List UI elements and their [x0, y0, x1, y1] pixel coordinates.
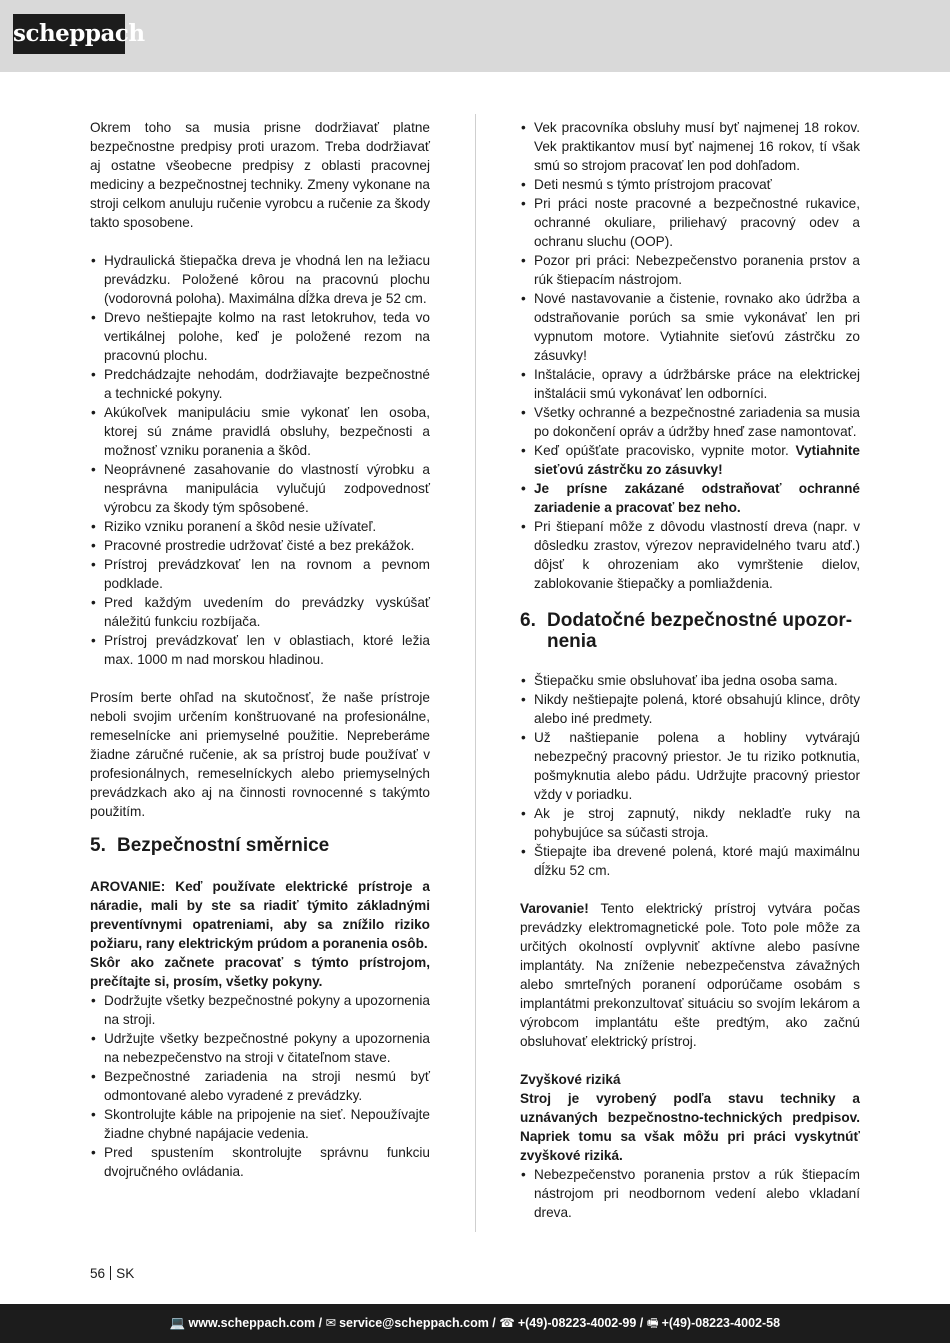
residual-risks-paragraph: Stroj je vyrobený podľa stavu techniky a uznávaných bezpečnostno-technických predpisov. Napriek tomu sa však môžu pri práci vyskytnúť zvyškové riziká.	[520, 1091, 860, 1163]
list-item: • Ak je stroj zapnutý, nikdy nekladťe ruky na pohybujúce sa súčasti stroja.	[520, 804, 860, 842]
section-number: 6.	[520, 610, 536, 631]
list-item: • Pri práci noste pracovné a bezpečnostné rukavice, ochranné okuliare, priliehavý pracovný odev a ochranu sluchu (OOP).	[520, 194, 860, 251]
intro-paragraph: Okrem toho sa musia prisne dodržiavať platne bezpečnostne predpisy proti urazom. Treba dodržiavať aj ostatne všeobecne predpisy z oblasti pracovnej mediciny a bezpečnostnej techniky. Zmeny vykonane na stroji celkom anuluju ručenie vyrobcu a ručenie za škody takto sposobene.	[90, 120, 431, 230]
list-item: • Vek pracovníka obsluhy musí byť najmenej 18 rokov. Vek praktikantov musí byť najmenej 16 rokov, tí však smú so strojom pracovať len pod dohľadom.	[520, 118, 860, 175]
residual-risks-list	[520, 1165, 860, 1222]
list-item: • Nové nastavovanie a čistenie, rovnako ako údržba a odstraňovanie porúch sa smie vykonávať len pri vypnutom motore. Vytiahnite sieťovú zástrčku zo zásuvky!	[520, 289, 860, 365]
envelope-icon: ✉	[325, 1316, 337, 1330]
laptop-icon: 💻	[169, 1316, 186, 1330]
section-5-list	[90, 991, 430, 1181]
list-item: • Pracovné prostredie udržovať čisté a bez prekážok.	[90, 536, 430, 555]
list-item: • Inštalácie, opravy a údržbárske práce na elektrickej inštalácii smú vykonávať len odborníci.	[520, 365, 860, 403]
footer-fax: +(49)-08223-4002-58	[661, 1316, 781, 1330]
warning-paragraph: AROVANIE: Keď používate elektrické prístroje a náradie, mali by ste sa riadiť týmito základnými preventívnymi opatreniami, aby sa znížilo riziko požiaru, rany elektrickým prúdom a poranenia osôb.	[90, 879, 430, 951]
list-item-bold-text: Vytiahnite sieťovú zástrčku zo zásuvky!	[534, 443, 860, 477]
list-item: • Dodržujte všetky bezpečnostné pokyny a upozornenia na stroji.	[90, 991, 430, 1029]
section-6-list	[520, 671, 860, 880]
list-item: • Všetky ochranné a bezpečnostné zariadenia sa musia po dokončení opráv a údržby hneď zase namontovať.	[520, 403, 860, 441]
list-item: • Štiepačku smie obsluhovať iba jedna osoba sama.	[520, 671, 860, 690]
left-column	[90, 118, 430, 1181]
list-item: • Drevo neštiepajte kolmo na rast letokruhov, teda vo vertikálnej polohe, keď je položené rezom na pracovnú plochu.	[90, 308, 430, 365]
list-item: • Už naštiepanie polena a hobliny vytvárajú nebezpečný pracovný priestor. Je tu riziko potknutia, pošmyknutia alebo pádu. Udržujte pracovný priestor vždy v poriadku.	[520, 728, 860, 804]
list-item: • Je prísne zakázané odstraňovať ochranné zariadenie a pracovať bez neho.	[520, 479, 860, 517]
page-number-separator	[110, 1266, 111, 1280]
list-item: • Bezpečnostné zariadenia na stroji nesmú byť odmontované alebo vyradené z prevádzky.	[90, 1067, 430, 1105]
list-item: • Pred každým uvedením do prevádzky vyskúšať náležitú funkciu rozbíjača.	[90, 593, 430, 631]
list-item: • Nebezpečenstvo poranenia prstov a rúk štiepacím nástrojom pri neodbornom vedení alebo vkladaní dreva.	[520, 1165, 860, 1222]
section-title: Bezpečnostní směrnice	[117, 835, 330, 856]
column-divider	[475, 114, 476, 1232]
list-item: • Akúkoľvek manipuláciu smie vykonať len osoba, ktorej sú známe pravidlá obsluhy, bezpečnosti a možnosť vzniku poranenia a škôd.	[90, 403, 430, 460]
list-item: • Udržujte všetky bezpečnostné pokyny a upozornenia na nebezpečenstvo na stroji v čitateľnom stave.	[90, 1029, 430, 1067]
footer-email[interactable]: service@scheppach.com	[339, 1316, 489, 1330]
footer-bar	[0, 1304, 950, 1343]
list-item: • Hydraulická štiepačka dreva je vhodná len na ležiacu prevádzku. Položené kôrou na pracovnú plochu (vodorovná poloha). Maximálna dĺžka dreva je 52 cm.	[90, 251, 430, 308]
list-item: • Nikdy neštiepajte polená, ktoré obsahujú klince, drôty alebo iné predmety.	[520, 690, 860, 728]
residual-risks-heading: Zvyškové riziká	[520, 1072, 621, 1087]
warning-text: Tento elektrický prístroj vytvára počas prevádzky elektromagnetické pole. Toto pole môže za určitých okolností ovplyvniť aktívne alebo pasívne implantáty. Na zníženie nebezpečenstva závažných alebo smrteľných poranení odporúčame osobám s implantátmi prekonzultovať situáciu so svojím lekárom a výrobcom implantátu ešte predtým, ako začnú obsluhovať elektrický prístroj.	[520, 901, 860, 1049]
list-item: • Pozor pri práci: Nebezpečenstvo poranenia prstov a rúk štiepacím nástrojom.	[520, 251, 860, 289]
list-item: • Prístroj prevádzkovať len na rovnom a pevnom podklade.	[90, 555, 430, 593]
footer-separator: /	[315, 1316, 326, 1330]
list-item-text: Keď opúšťate pracovisko, vypnite motor.	[534, 443, 796, 458]
fax-icon: 🖷	[646, 1316, 659, 1330]
right-column	[520, 118, 860, 1222]
list-item	[520, 441, 860, 479]
list-item: • Skontrolujte káble na pripojenie na sieť. Nepoužívajte žiadne chybné napájacie vedenia.	[90, 1105, 430, 1143]
safety-rules-list	[90, 251, 430, 669]
page-language: SK	[116, 1266, 135, 1281]
page-number-value: 56	[90, 1266, 106, 1281]
list-item: • Prístroj prevádzkovať len v oblastiach, ktoré ležia max. 1000 m nad morskou hladinou.	[90, 631, 430, 669]
footer-separator: /	[488, 1316, 500, 1330]
footer-website[interactable]: www.scheppach.com	[188, 1316, 316, 1330]
section-title-line-1: Dodatočné bezpečnostné upozor-	[547, 610, 853, 631]
list-item: • Štiepajte iba drevené polená, ktoré majú maximálnu dĺžku 52 cm.	[520, 842, 860, 880]
list-item: • Predchádzajte nehodám, dodržiavajte bezpečnostné a technické pokyny.	[90, 365, 430, 403]
header-bar	[0, 0, 950, 72]
emf-warning-paragraph	[520, 899, 860, 1051]
section-number: 5.	[90, 835, 106, 856]
read-instructions-paragraph: Skôr ako začnete pracovať s týmto prístrojom, prečítajte si, prosím, všetky pokyny.	[90, 955, 430, 989]
list-item: • Pred spustením skontrolujte správnu funkciu dvojručného ovládania.	[90, 1143, 430, 1181]
section-6-heading	[520, 610, 860, 652]
list-item: • Deti nesmú s týmto prístrojom pracovať	[520, 175, 860, 194]
warning-label: Varovanie!	[520, 901, 589, 916]
section-title-line-2: nenia	[547, 631, 597, 652]
section-5-heading	[90, 835, 430, 856]
page-number	[90, 1264, 134, 1283]
footer-separator: /	[636, 1316, 647, 1330]
list-item: • Riziko vzniku poranení a škôd nesie užívateľ.	[90, 517, 430, 536]
scheppach-logo: scheppach	[13, 14, 125, 54]
usage-paragraph: Prosím berte ohľad na skutočnosť, že naše prístroje neboli svojim určením konštruované na profesionálne, remeselnícke ani priemyselné použitie. Nepreberáme žiadne záručné ručenie, ak sa prístroj bude používať v profesionálnych, remeselníckych alebo priemyselných prevádzkach ako aj na činnosti rovnocenné s takýmto použitím.	[90, 690, 430, 819]
operator-rules-list	[520, 118, 860, 593]
telephone-icon: ☎	[499, 1316, 515, 1330]
footer-phone: +(49)-08223-4002-99	[517, 1316, 637, 1330]
list-item: • Pri štiepaní môže z dôvodu vlastností dreva (napr. v dôsledku zrastov, výrezov nepravidelného tvaru atď.) dôjsť k ohrozeniam ako vymrštenie dielov, zablokovanie štiepačky a pomliaždenia.	[520, 517, 860, 593]
list-item: • Neoprávnené zasahovanie do vlastností výrobku a nesprávna manipulácia vylučujú zodpovednosť výrobcu za škody tým spôsobené.	[90, 460, 430, 517]
